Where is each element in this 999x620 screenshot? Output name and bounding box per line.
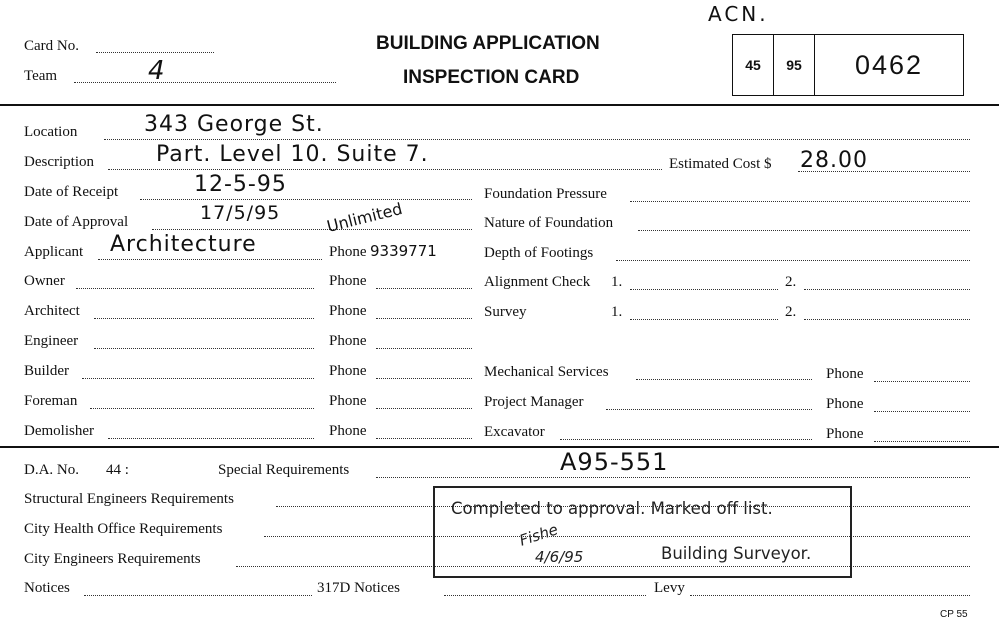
acn-note: ACN.: [708, 2, 769, 26]
fields-divider: [0, 446, 999, 448]
nature-of-foundation-line: [638, 230, 970, 231]
project-manager-phone-line: [874, 411, 970, 412]
applicant-line: [98, 259, 322, 260]
architect-phone-line: [376, 318, 472, 319]
builder-phone-line: [376, 378, 472, 379]
foreman-line: [90, 408, 314, 409]
architect-label: Architect: [24, 303, 80, 319]
levy-line: [690, 595, 970, 596]
survey-2-line: [804, 319, 970, 320]
team-line: [74, 82, 336, 83]
alignment-check-2-line: [804, 289, 970, 290]
estimated-cost-label: Estimated Cost $: [669, 156, 772, 172]
form-title-line2: INSPECTION CARD: [403, 67, 580, 88]
estimated-cost-value: 28.00: [800, 148, 868, 173]
nature-of-foundation-label: Nature of Foundation: [484, 215, 614, 231]
header-divider: [0, 104, 999, 106]
demolisher-line: [108, 438, 314, 439]
engineer-phone-label: Phone: [329, 333, 367, 349]
levy-label: Levy: [654, 580, 685, 596]
special-requirements-line: [376, 477, 970, 478]
project-manager-phone-label: Phone: [826, 396, 864, 412]
mechanical-services-line: [636, 379, 812, 380]
project-manager-label: Project Manager: [484, 394, 584, 410]
demolisher-phone-line: [376, 438, 472, 439]
applicant-label: Applicant: [24, 244, 84, 260]
excavator-phone-line: [874, 441, 970, 442]
approval-note: Unlimited: [324, 198, 405, 237]
survey-1-line: [630, 319, 778, 320]
mechanical-services-label: Mechanical Services: [484, 364, 609, 380]
applicant-phone-label: Phone: [329, 244, 367, 260]
foreman-label: Foreman: [24, 393, 78, 409]
project-manager-line: [606, 409, 812, 410]
notices-317d-label: 317D Notices: [317, 580, 400, 596]
location-line: [104, 139, 970, 140]
date-of-receipt-label: Date of Receipt: [24, 184, 119, 200]
team-label: Team: [24, 68, 58, 84]
special-requirements-value: A95-551: [560, 448, 669, 476]
date-of-approval-line: [152, 229, 472, 230]
demolisher-label: Demolisher: [24, 423, 94, 439]
form-title-line1: BUILDING APPLICATION: [376, 33, 600, 54]
da-no-label: D.A. No.: [24, 462, 79, 478]
foundation-pressure-label: Foundation Pressure: [484, 186, 607, 202]
builder-label: Builder: [24, 363, 69, 379]
form-code: CP 55: [940, 609, 968, 620]
excavator-line: [560, 439, 812, 440]
stamp-signature: Fishe: [517, 520, 561, 550]
app-number-part2: 95: [774, 35, 815, 95]
notices-line: [84, 595, 312, 596]
date-of-receipt-line: [140, 199, 472, 200]
date-of-receipt-value: 12-5-95: [194, 172, 287, 197]
description-line: [108, 169, 662, 170]
survey-1: 1.: [611, 304, 623, 320]
architect-phone-label: Phone: [329, 303, 367, 319]
notices-317d-line: [444, 595, 646, 596]
builder-phone-label: Phone: [329, 363, 367, 379]
demolisher-phone-label: Phone: [329, 423, 367, 439]
owner-line: [76, 288, 314, 289]
da-no-value: 44 :: [106, 462, 129, 478]
survey-2: 2.: [785, 304, 797, 320]
alignment-check-2: 2.: [785, 274, 797, 290]
structural-requirements-label: Structural Engineers Requirements: [24, 491, 234, 507]
survey-label: Survey: [484, 304, 527, 320]
application-number-box: [732, 34, 964, 96]
excavator-phone-label: Phone: [826, 426, 864, 442]
stamp-completed-text: Completed to approval. Marked off list.: [451, 499, 773, 518]
card-no-line: [96, 52, 214, 53]
city-engineers-requirements-label: City Engineers Requirements: [24, 551, 201, 567]
engineer-label: Engineer: [24, 333, 79, 349]
applicant-value: Architecture: [110, 232, 257, 257]
applicant-phone-value: 9339771: [370, 242, 437, 260]
mechanical-services-phone-label: Phone: [826, 366, 864, 382]
app-number-part1: 45: [733, 35, 774, 95]
description-label: Description: [24, 154, 94, 170]
depth-of-footings-line: [616, 260, 970, 261]
special-requirements-label: Special Requirements: [218, 462, 350, 478]
alignment-check-1-line: [630, 289, 778, 290]
alignment-check-label: Alignment Check: [484, 274, 591, 290]
mechanical-services-phone-line: [874, 381, 970, 382]
app-number-part3: 0462: [854, 49, 924, 80]
location-value: 343 George St.: [144, 112, 324, 137]
location-label: Location: [24, 124, 78, 140]
owner-label: Owner: [24, 273, 65, 289]
city-health-requirements-label: City Health Office Requirements: [24, 521, 223, 537]
architect-line: [94, 318, 314, 319]
foundation-pressure-line: [630, 201, 970, 202]
stamp-role: Building Surveyor.: [661, 544, 812, 563]
notices-label: Notices: [24, 580, 70, 596]
depth-of-footings-label: Depth of Footings: [484, 245, 594, 261]
engineer-phone-line: [376, 348, 472, 349]
stamp-date: 4/6/95: [535, 548, 584, 566]
date-of-approval-value: 17/5/95: [200, 202, 281, 224]
approval-stamp: [433, 486, 852, 578]
owner-phone-line: [376, 288, 472, 289]
foreman-phone-line: [376, 408, 472, 409]
excavator-label: Excavator: [484, 424, 545, 440]
description-value: Part. Level 10. Suite 7.: [156, 142, 429, 167]
engineer-line: [94, 348, 314, 349]
date-of-approval-label: Date of Approval: [24, 214, 129, 230]
team-value: 4: [148, 56, 166, 86]
alignment-check-1: 1.: [611, 274, 623, 290]
foreman-phone-label: Phone: [329, 393, 367, 409]
owner-phone-label: Phone: [329, 273, 367, 289]
builder-line: [82, 378, 314, 379]
card-no-label: Card No.: [24, 38, 79, 54]
